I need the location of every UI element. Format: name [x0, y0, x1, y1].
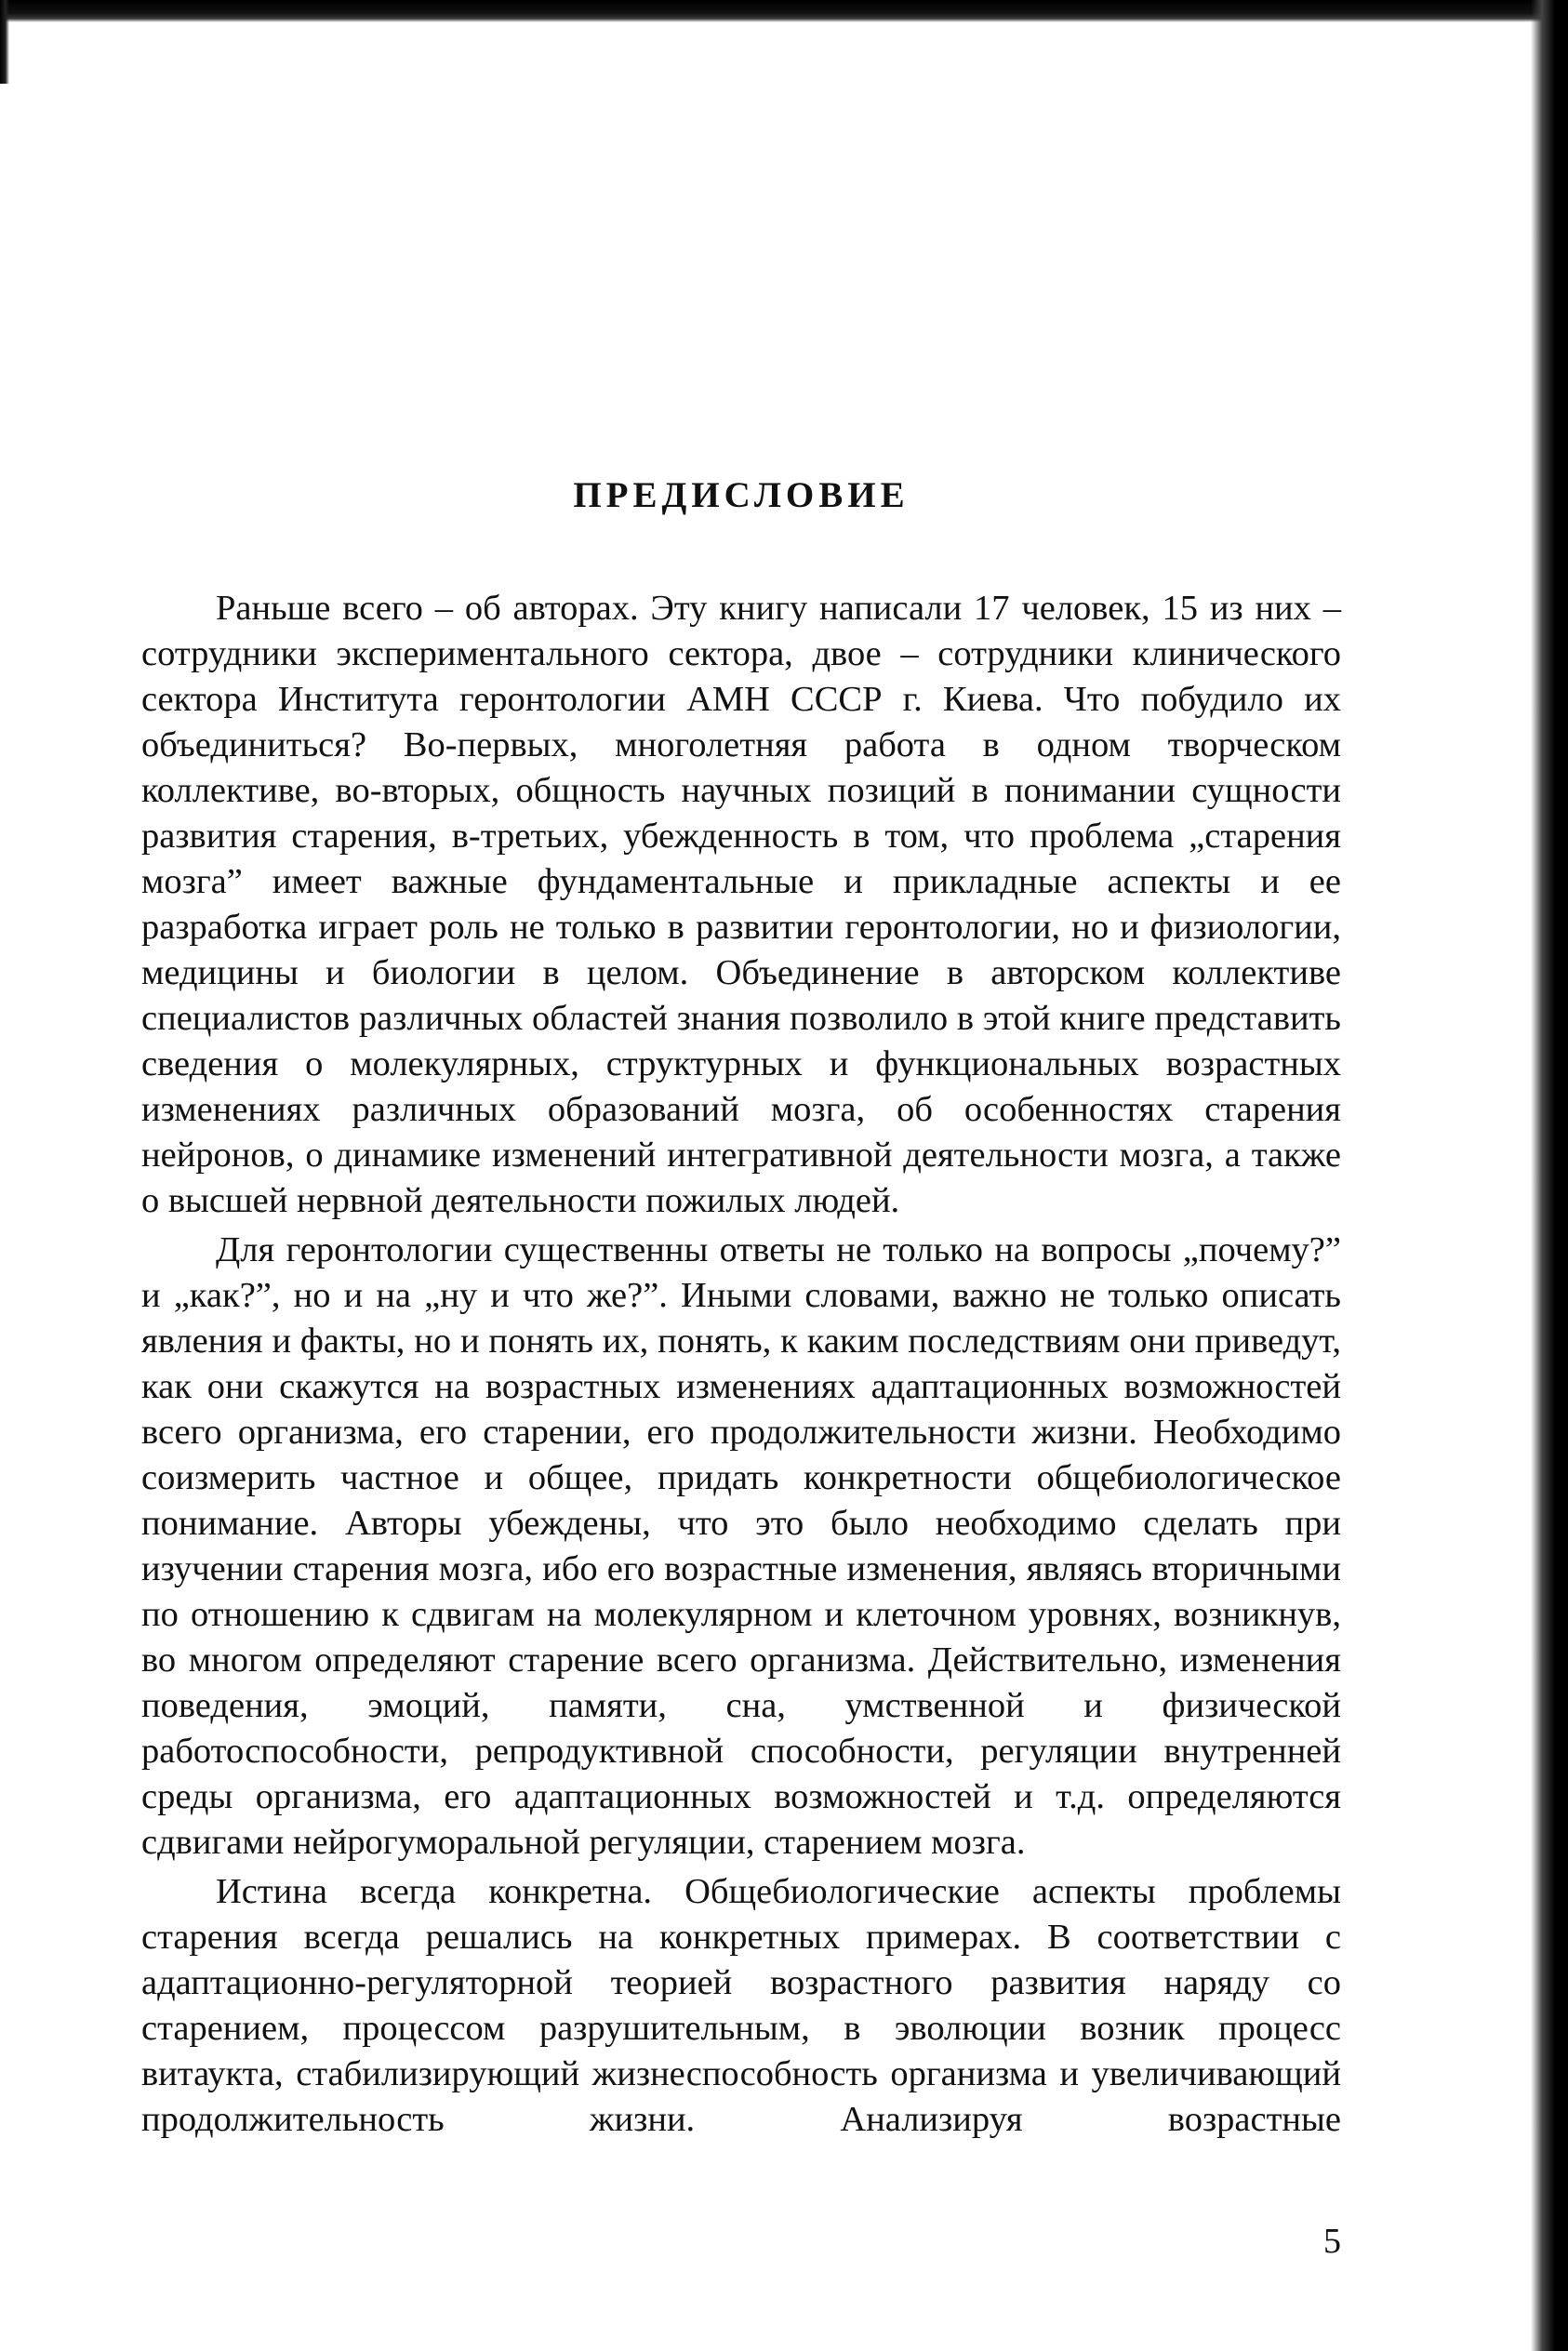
page-title: ПРЕДИСЛОВИЕ: [573, 475, 910, 515]
book-page: [141, 0, 1341, 2351]
scan-edge-left: [0, 0, 9, 84]
scan-edge-right: [1531, 0, 1568, 2351]
paragraph-3: Истина всегда конкретна. Общебиологические аспекты проблемы старения всегда решались на конкретных примерах. В соответствии с адаптационно-регуляторной теорией возрастного развития наряду со старением, процессом разрушительным, в эволюции возник процесс витаукта, стабилизирующий жизнеспособность организма и увеличивающий продолжительность жизни. Анализируя возрастные: [141, 1872, 1341, 2139]
paragraph-1: Раньше всего – об авторах. Эту книгу написали 17 человек, 15 из них – сотрудники экспериментального сектора, двое – сотрудники клинического сектора Института геронтологии АМН СССР г. Киева. Что побудило их объединиться? Во-первых, многолетняя работа в одном творческом коллективе, во-вторых, общность научных позиций в понимании сущности развития старения, в-третьих, убежденность в том, что проблема „старения мозга” имеет важные фундаментальные и прикладные аспекты и ее разработка играет роль не только в развитии геронтологии, но и физиологии, медицины и биологии в целом. Объединение в авторском коллективе специалистов различных областей знания позволило в этой книге представить сведения о молекулярных, структурных и функциональных возрастных изменениях различных образований мозга, об особенностях старения нейронов, о динамике изменений интегративной деятельности мозга, а также о высшей нервной деятельности пожилых людей.: [141, 589, 1341, 1220]
paragraph-2: Для геронтологии существенны ответы не только на вопросы „почему?” и „как?”, но и на „ну и что же?”. Иными словами, важно не только описать явления и факты, но и понять их, понять, к каким последствиям они приведут, как они скажутся на возрастных изменениях адаптационных возможностей всего организма, его старении, его продолжительности жизни. Необходимо соизмерить частное и общее, придать конкретности общебиологическое понимание. Авторы убеждены, что это было необходимо сделать при изучении старения мозга, ибо его возрастные изменения, являясь вторичными по отношению к сдвигам на молекулярном и клеточном уровнях, возникнув, во многом определяют старение всего организма. Действительно, изменения поведения, эмоций, памяти, сна, умственной и физической работоспособности, репродуктивной способности, регуляции внутренней среды организма, его адаптационных возможностей и т.д. определяются сдвигами нейрогуморальной регуляции, старением мозга.: [141, 1230, 1341, 1862]
body-text: [141, 586, 1341, 2143]
page-number: 5: [1323, 2222, 1341, 2261]
